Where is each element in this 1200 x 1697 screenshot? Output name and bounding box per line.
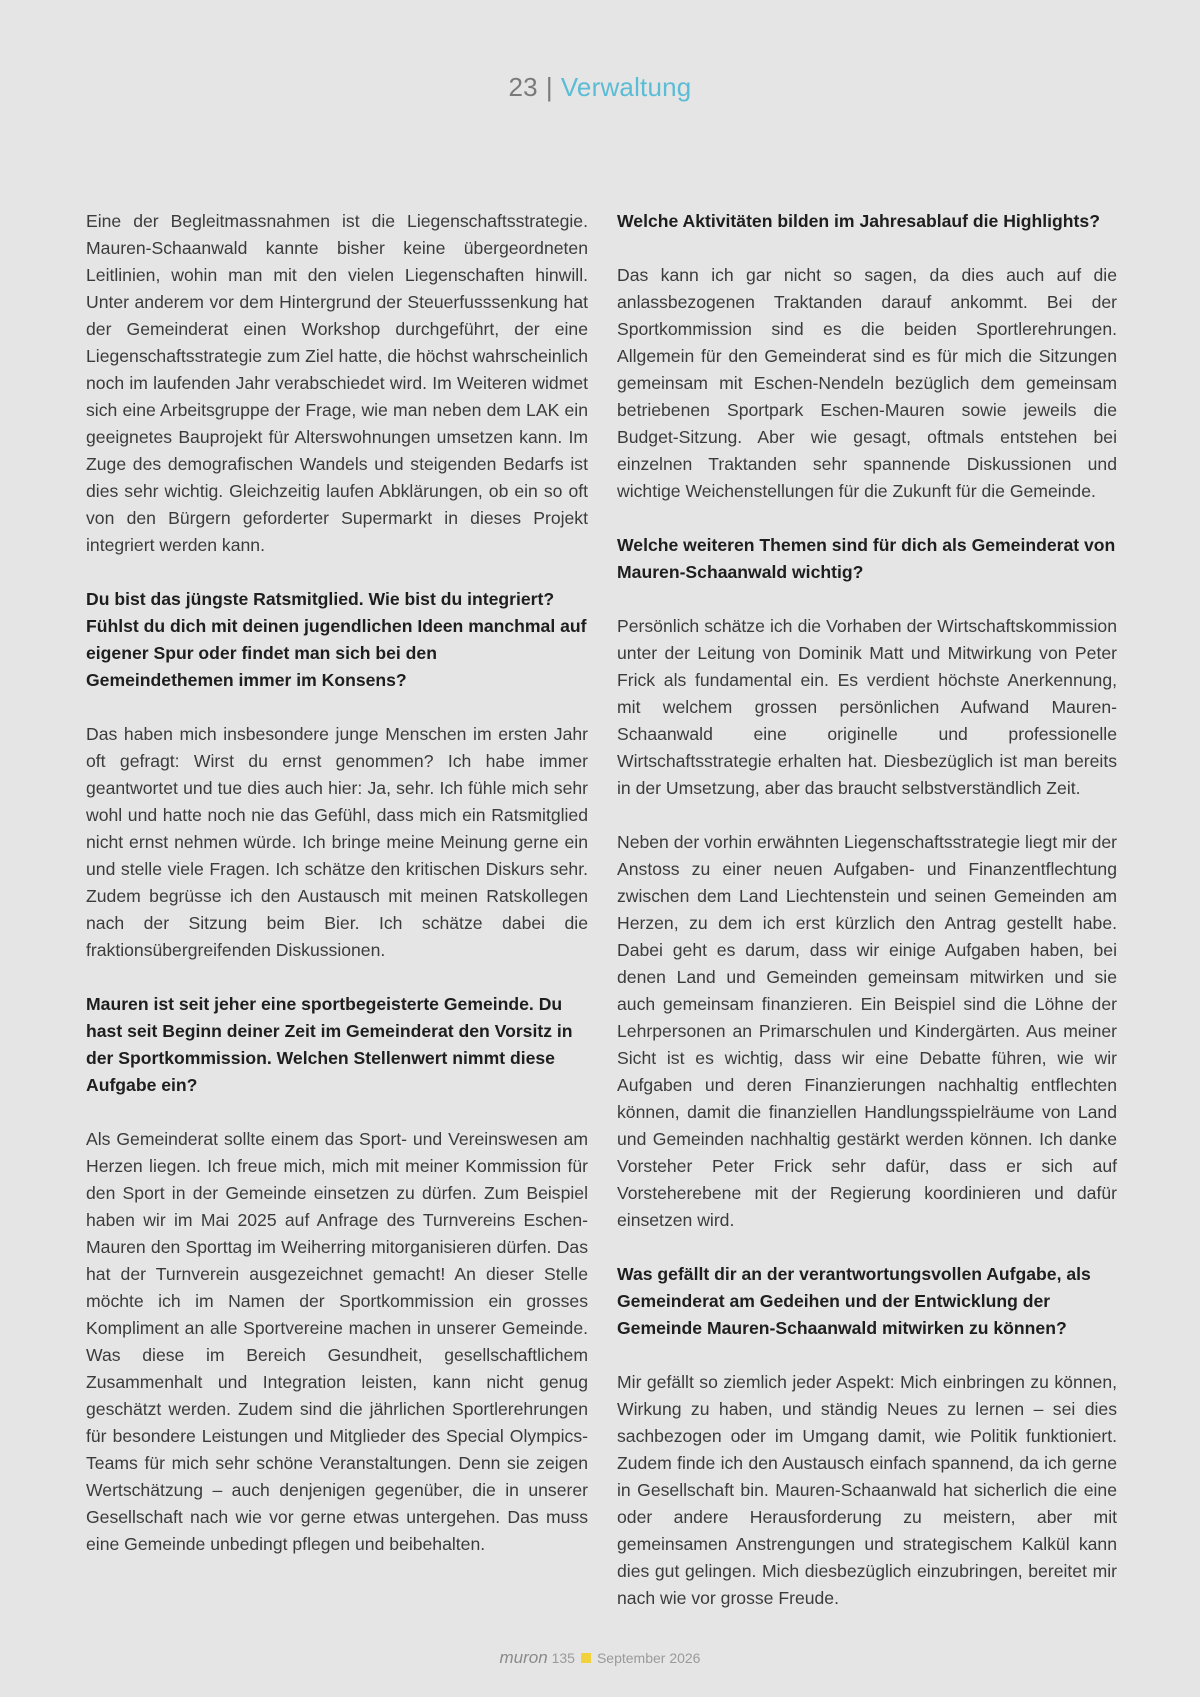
interview-question: Du bist das jüngste Ratsmitglied. Wie bist du integriert? Fühlst du dich mit deinen jugendlichen Ideen manchmal auf eigener Spur oder findet man sich bei den Gemeindethemen immer im Konsens?	[86, 589, 587, 690]
yellow-square-icon	[581, 1653, 591, 1663]
answer-paragraph: Persönlich schätze ich die Vorhaben der Wirtschaftskommission unter der Leitung von Dominik Matt und Mitwirkung von Peter Frick als fundamental ein. Es verdient höchste Anerkennung, mit welchem grossen persönlichen Aufwand Mauren-Schaanwald eine originelle und professionelle Wirtschaftsstrategie erhalten hat. Diesbezüglich ist man bereits in der Umsetzung, aber das braucht selbstverständlich Zeit.	[617, 616, 1117, 798]
interview-question: Welche Aktivitäten bilden im Jahresablauf die Highlights?	[617, 211, 1100, 231]
page-footer	[0, 1648, 1200, 1668]
answer-paragraph: Das haben mich insbesondere junge Menschen im ersten Jahr oft gefragt: Wirst du ernst genommen? Ich habe immer geantwortet und tue dies auch hier: Ja, sehr. Ich fühle mich sehr wohl und hatte noch nie das Gefühl, dass mich ein Ratsmitglied nicht ernst nehmen würde. Ich bringe meine Meinung gerne ein und stelle viele Fragen. Ich schätze den kritischen Diskurs sehr. Zudem begrüsse ich den Austausch mit meinen Ratskollegen nach der Sitzung beim Bier. Ich schätze dabei die fraktionsübergreifenden Diskussionen.	[86, 724, 588, 960]
header-separator: |	[545, 72, 553, 102]
page-number: 23	[508, 72, 538, 102]
answer-paragraph: Als Gemeinderat sollte einem das Sport- und Vereinswesen am Herzen liegen. Ich freue mich, mich mit meiner Kommission für den Sport in der Gemeinde einsetzen zu dürfen. Zum Beispiel haben wir im Mai 2025 auf Anfrage des Turnvereins Eschen-Mauren den Sporttag im Weiherring mitorganisieren dürfen. Das hat der Turnverein ausgezeichnet gemacht! An dieser Stelle möchte ich im Namen der Sportkommission ein grosses Kompliment an alle Sportvereine machen in unserer Gemeinde. Was diese im Bereich Gesundheit, gesellschaftlichem Zusammenhalt und Integration leisten, kann nicht genug geschätzt werden. Zudem sind die jährlichen Sportlerehrungen für besondere Leistungen und Mitglieder des Special Olympics-Teams für mich sehr schöne Veranstaltungen. Denn sie zeigen Wertschätzung – auch denjenigen gegenüber, die in unserer Gesellschaft nach wie vor gerne etwas untergehen. Das muss eine Gemeinde unbedingt pflegen und beibehalten.	[86, 1129, 588, 1554]
interview-question: Was gefällt dir an der verantwortungsvollen Aufgabe, als Gemeinderat am Gedeihen und der Entwicklung der Gemeinde Mauren-Schaanwald mitwirken zu können?	[617, 1264, 1091, 1338]
left-column	[86, 208, 588, 1585]
right-column	[617, 208, 1117, 1639]
answer-paragraph: Neben der vorhin erwähnten Liegenschaftsstrategie liegt mir der Anstoss zu einer neuen Aufgaben- und Finanzentflechtung zwischen dem Land Liechtenstein und seinen Gemeinden am Herzen, zu dem ich erst kürzlich den Antrag gestellt habe. Dabei geht es darum, dass wir einige Aufgaben haben, bei denen Land und Gemeinden gemeinsam mitwirken und sie auch gemeinsam finanzieren. Ein Beispiel sind die Löhne der Lehrpersonen an Primarschulen und Kindergärten. Aus meiner Sicht ist es wichtig, dass wir eine Debatte führen, wie wir Aufgaben und deren Finanzierungen nachhaltig entflechten können, damit die finanziellen Handlungsspielräume von Land und Gemeinden nachhaltig gestärkt werden können. Ich danke Vorsteher Peter Frick sehr dafür, dass er sich auf Vorsteherebene mit der Regierung koordinieren und dafür einsetzen wird.	[617, 832, 1117, 1230]
issue-date: September 2026	[596, 1650, 701, 1666]
page-header	[0, 72, 1200, 103]
answer-paragraph: Eine der Begleitmassnahmen ist die Liegenschaftsstrategie. Mauren-Schaanwald kannte bisher keine übergeordneten Leitlinien, wohin man mit den vielen Liegenschaften hinwill. Unter anderem vor dem Hintergrund der Steuerfusssenkung hat der Gemeinderat einen Workshop durchgeführt, der eine Liegenschaftsstrategie zum Ziel hatte, die höchst wahrscheinlich noch im laufenden Jahr verabschiedet wird. Im Weiteren widmet sich eine Arbeitsgruppe der Frage, wie man neben dem LAK ein geeignetes Bauprojekt für Alterswohnungen umsetzen kann. Im Zuge des demografischen Wandels und steigenden Bedarfs ist dies sehr wichtig. Gleichzeitig laufen Abklärungen, ob ein so oft von den Bürgern geforderter Supermarkt in dieses Projekt integriert werden kann.	[86, 211, 588, 555]
answer-paragraph: Das kann ich gar nicht so sagen, da dies auch auf die anlassbezogenen Traktanden darauf ankommt. Bei der Sportkommission sind es die beiden Sportlerehrungen. Allgemein für den Gemeinderat sind es für mich die Sitzungen gemeinsam mit Eschen-Nendeln bezüglich dem gemeinsam betriebenen Sportpark Eschen-Mauren sowie jeweils die Budget-Sitzung. Aber wie gesagt, oftmals entstehen bei einzelnen Traktanden sehr spannende Diskussionen und wichtige Weichenstellungen für die Zukunft für die Gemeinde.	[617, 265, 1117, 501]
section-title: Verwaltung	[560, 72, 692, 102]
answer-paragraph: Mir gefällt so ziemlich jeder Aspekt: Mich einbringen zu können, Wirkung zu haben, und ständig Neues zu lernen – sei dies sachbezogen oder im Umgang damit, wie Politik funktioniert. Zudem finde ich den Austausch einfach spannend, da ich gerne in Gesellschaft bin. Mauren-Schaanwald hat sicherlich die eine oder andere Herausforderung zu meistern, aber mit gemeinsamen Anstrengungen und strategischem Kalkül kann dies gut gelingen. Mich diesbezüglich einzubringen, bereitet mir nach wie vor grosse Freude.	[617, 1372, 1117, 1608]
magazine-name: muron	[499, 1648, 548, 1667]
interview-question: Welche weiteren Themen sind für dich als Gemeinderat von Mauren-Schaanwald wichtig?	[617, 535, 1116, 582]
interview-question: Mauren ist seit jeher eine sportbegeisterte Gemeinde. Du hast seit Beginn deiner Zeit im Gemeinderat den Vorsitz in der Sportkommission. Welchen Stellenwert nimmt diese Aufgabe ein?	[86, 994, 573, 1095]
issue-number: 135	[551, 1650, 575, 1666]
